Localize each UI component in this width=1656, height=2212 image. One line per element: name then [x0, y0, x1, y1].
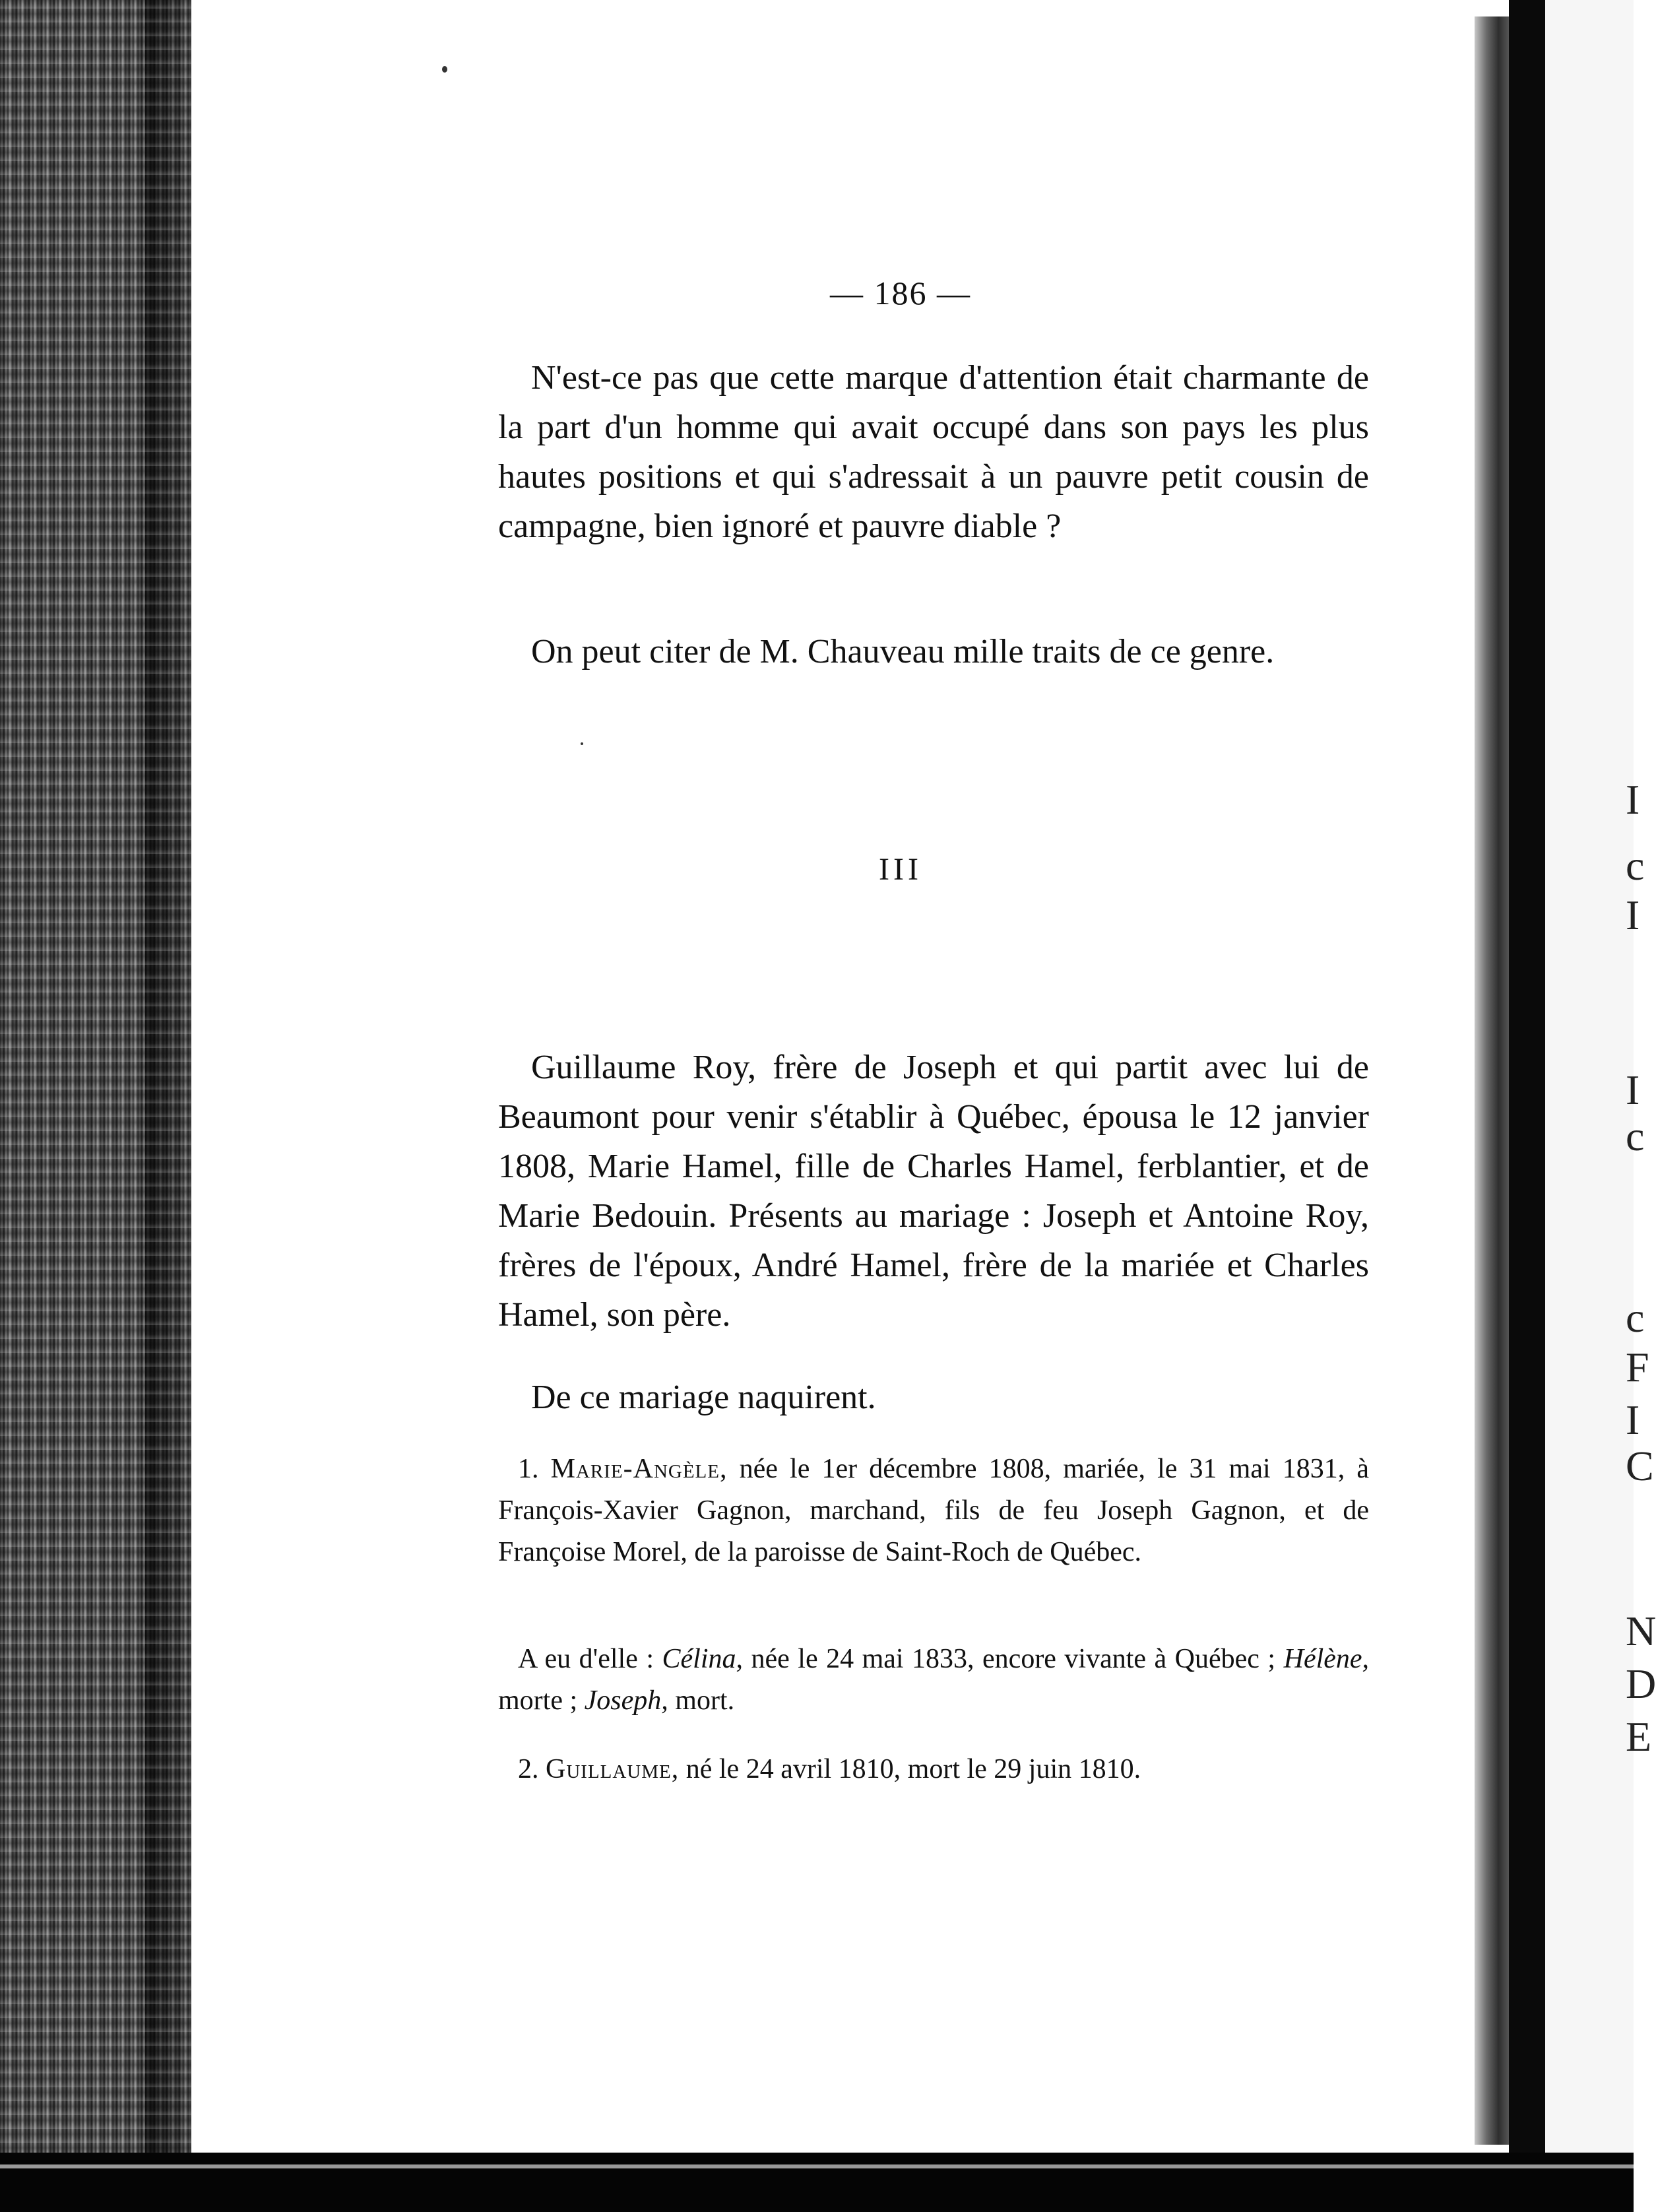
page-number: — 186 — [830, 275, 971, 311]
facing-letter: I [1626, 1396, 1640, 1443]
entry-text: née le 1er décembre 1808, mariée, le 31 mai 1831, à François-Xavier Gagnon, marchand, fils de feu Joseph Gagnon, et de Françoise Morel, de la paroisse de Saint-Roch de Québec. [498, 1454, 1370, 1567]
children-note [498, 1639, 1369, 1722]
facing-letter: c [1626, 1294, 1645, 1341]
child-name: Célina, [662, 1644, 743, 1674]
genealogy-entry [498, 1749, 1369, 1790]
facing-letter: I [1626, 892, 1640, 938]
paragraph: Guillaume Roy, frère de Joseph et qui partit avec lui de Beaumont pour venir s'établir à Québec, épousa le 12 janvier 1808, Marie Hamel, fille de Charles Hamel, ferblantier, et de Marie Bedouin. Présents au mariage : Joseph et Antoine Roy, frères de l'époux, André Hamel, frère de la mariée et Charles Hamel, son père. [498, 1049, 1369, 1334]
facing-letter: D [1626, 1660, 1656, 1707]
facing-letter: E [1626, 1713, 1652, 1760]
child-text: morte ; [498, 1685, 578, 1716]
paragraph: De ce mariage naquirent. [531, 1379, 876, 1416]
scan-speck [442, 66, 447, 73]
facing-page-fragment [1545, 0, 1656, 2158]
page-edge-shadow [1475, 16, 1509, 2145]
child-name: Joseph, [584, 1685, 668, 1716]
facing-letter: C [1626, 1443, 1654, 1489]
child-text: née le 24 mai 1833, encore vivante à Québec ; [751, 1644, 1276, 1674]
spine-texture [0, 0, 191, 2212]
entry-text: né le 24 avril 1810, mort le 29 juin 1810. [685, 1754, 1141, 1784]
facing-letter: N [1626, 1608, 1656, 1654]
entry-number: 2. [518, 1754, 539, 1784]
entry-name: Guillaume, [546, 1754, 680, 1784]
facing-letter: I [1626, 1066, 1640, 1113]
section-heading: III [879, 852, 922, 887]
facing-letter: F [1626, 1344, 1649, 1390]
scan-bottom-border [0, 2153, 1634, 2212]
facing-letter: c [1626, 842, 1645, 889]
entry-number: 1. [518, 1454, 539, 1484]
scan-speck [581, 742, 583, 745]
scan-bottom-strip [0, 2164, 1634, 2168]
entry-name: Marie-Angèle, [550, 1454, 728, 1484]
paragraph: N'est-ce pas que cette marque d'attention était charmante de la part d'un homme qui avait occupé dans son pays les plus hautes positions et qui s'adressait à un pauvre petit cousin de campagne, bien ignoré et pauvre diable ? [498, 359, 1369, 545]
genealogy-entry [498, 1448, 1369, 1573]
child-text: mort. [675, 1685, 735, 1716]
gutter-shadow [1509, 0, 1545, 2158]
child-name: Hélène, [1283, 1644, 1370, 1674]
children-lead: A eu d'elle : [518, 1644, 654, 1674]
paragraph: On peut citer de M. Chauveau mille traits de ce genre. [531, 633, 1275, 670]
facing-letter: c [1626, 1113, 1645, 1159]
facing-letter: I [1626, 776, 1640, 823]
